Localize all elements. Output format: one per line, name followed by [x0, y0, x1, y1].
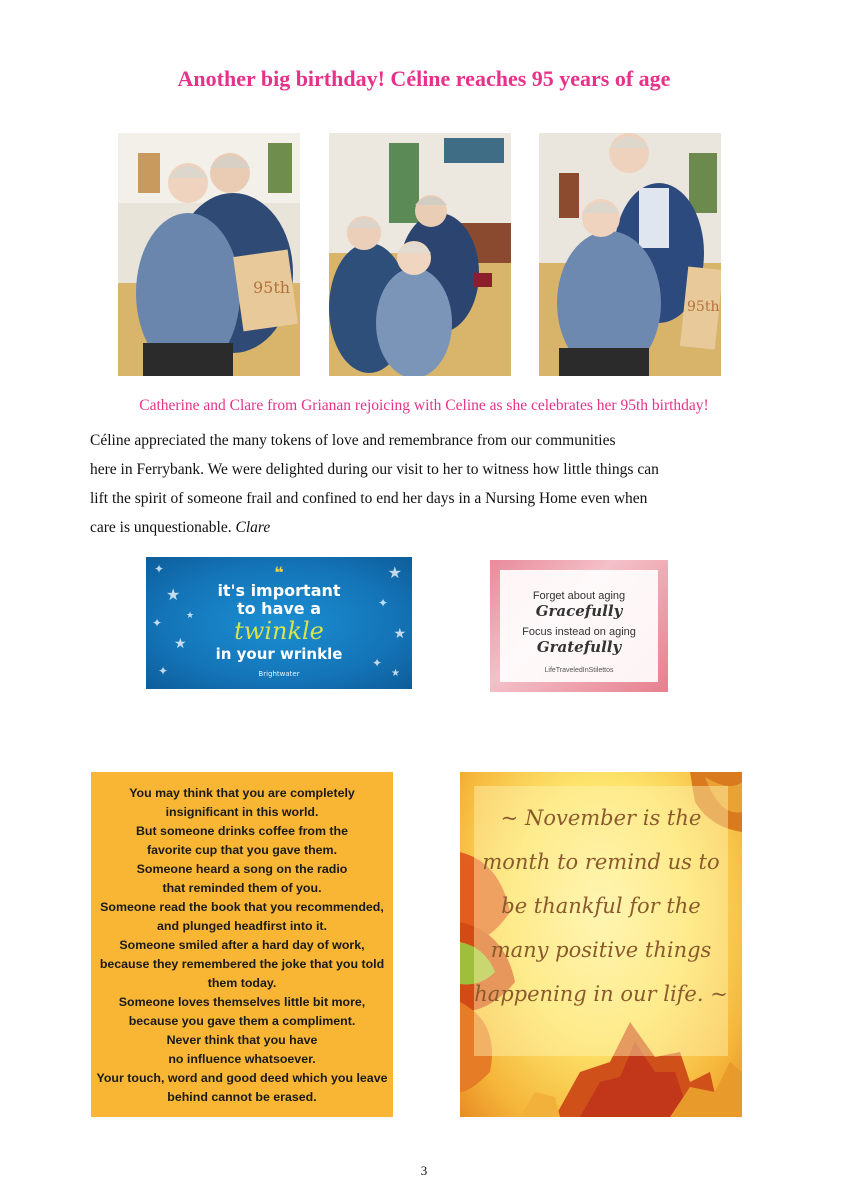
- twinkle-line-4: in your wrinkle: [215, 645, 343, 663]
- body-line-2: here in Ferrybank. We were delighted during our visit to her to witness how little things can: [90, 461, 659, 478]
- photo3-card-text: 95th: [687, 299, 720, 315]
- star-icon: ★: [393, 626, 406, 642]
- november-line-4: many positive things: [490, 938, 712, 962]
- star-icon: ✦: [371, 656, 382, 670]
- aging-quote-card: [490, 560, 668, 692]
- star-icon: ★: [387, 563, 402, 582]
- birthday-photo-1: [118, 133, 300, 376]
- poem-line: favorite cup that you gave them.: [146, 843, 338, 857]
- poem-line: But someone drinks coffee from the: [135, 824, 349, 838]
- star-icon: ✦: [158, 664, 169, 678]
- birthday-photo-3: [539, 133, 721, 376]
- poem-line: Your touch, word and good deed which you leave: [96, 1071, 388, 1085]
- star-icon: ★: [186, 611, 195, 621]
- november-text: [460, 796, 742, 1016]
- star-icon: ★: [166, 585, 181, 604]
- poem-line: insignificant in this world.: [165, 805, 319, 819]
- aging-quote-panel: [500, 570, 658, 682]
- star-icon: ✦: [152, 616, 163, 630]
- signature: Clare: [235, 519, 271, 536]
- aging-line-1: Forget about aging: [532, 590, 626, 602]
- poem-line: and plunged headfirst into it.: [156, 919, 328, 933]
- photo1-card-text: 95th: [253, 278, 291, 297]
- november-line-1: ~ November is the: [500, 806, 702, 830]
- body-line-3: lift the spirit of someone frail and confined to end her days in a Nursing Home even when: [90, 490, 648, 507]
- poem-line: Someone heard a song on the radio: [136, 862, 348, 876]
- page-title: Another big birthday! Céline reaches 95 years of age: [177, 66, 671, 91]
- november-line-2: month to remind us to: [482, 850, 720, 874]
- poem-line: You may think that you are completely: [129, 786, 355, 800]
- star-icon: ✦: [154, 562, 165, 576]
- star-icon: ✦: [377, 596, 388, 610]
- november-line-3: be thankful for the: [501, 894, 701, 918]
- aging-credit: LifeTraveledInStilettos: [544, 667, 614, 674]
- poem-line: because you gave them a compliment.: [128, 1014, 356, 1028]
- poem-line: them today.: [207, 976, 277, 990]
- poem-line: Someone read the book that you recommended,: [100, 900, 384, 914]
- photo-caption: Catherine and Clare from Grianan rejoicing with Celine as she celebrates her 95th birthday!: [139, 397, 709, 414]
- poem-text: [91, 784, 393, 1107]
- november-line-5: happening in our life. ~: [474, 982, 728, 1006]
- poem-line: Never think that you have: [166, 1033, 318, 1047]
- november-quote-card: [460, 772, 742, 1117]
- poem-line: that reminded them of you.: [162, 881, 322, 895]
- twinkle-line-1: it's important: [217, 581, 341, 600]
- aging-line-3: Focus instead on aging: [522, 626, 636, 638]
- poem-line: Someone loves themselves little bit more,: [118, 995, 366, 1009]
- twinkle-quote-card: [146, 557, 412, 689]
- poem-line: because they remembered the joke that you told: [99, 957, 385, 971]
- twinkle-brand: Brightwater: [258, 670, 300, 678]
- twinkle-line-3: twinkle: [234, 617, 324, 645]
- body-line-4: [90, 513, 750, 542]
- article-body: [90, 426, 750, 542]
- poem-card: [91, 772, 393, 1117]
- aging-line-4: Gratefully: [536, 638, 622, 656]
- body-line-1: Céline appreciated the many tokens of love and remembrance from our communities: [90, 432, 616, 449]
- aging-line-2: Gracefully: [535, 602, 623, 620]
- poem-line: behind cannot be erased.: [167, 1090, 317, 1104]
- poem-line: Someone smiled after a hard day of work,: [119, 938, 365, 952]
- page-number: 3: [420, 1163, 428, 1178]
- poem-line: no influence whatsoever.: [168, 1052, 316, 1066]
- body-line-4-text: care is unquestionable.: [90, 519, 232, 536]
- star-icon: ★: [174, 636, 187, 652]
- birthday-photo-2: [329, 133, 511, 376]
- twinkle-line-2: to have a: [236, 599, 322, 618]
- star-icon: ★: [391, 668, 400, 679]
- quote-mark-icon: ❝: [274, 563, 284, 582]
